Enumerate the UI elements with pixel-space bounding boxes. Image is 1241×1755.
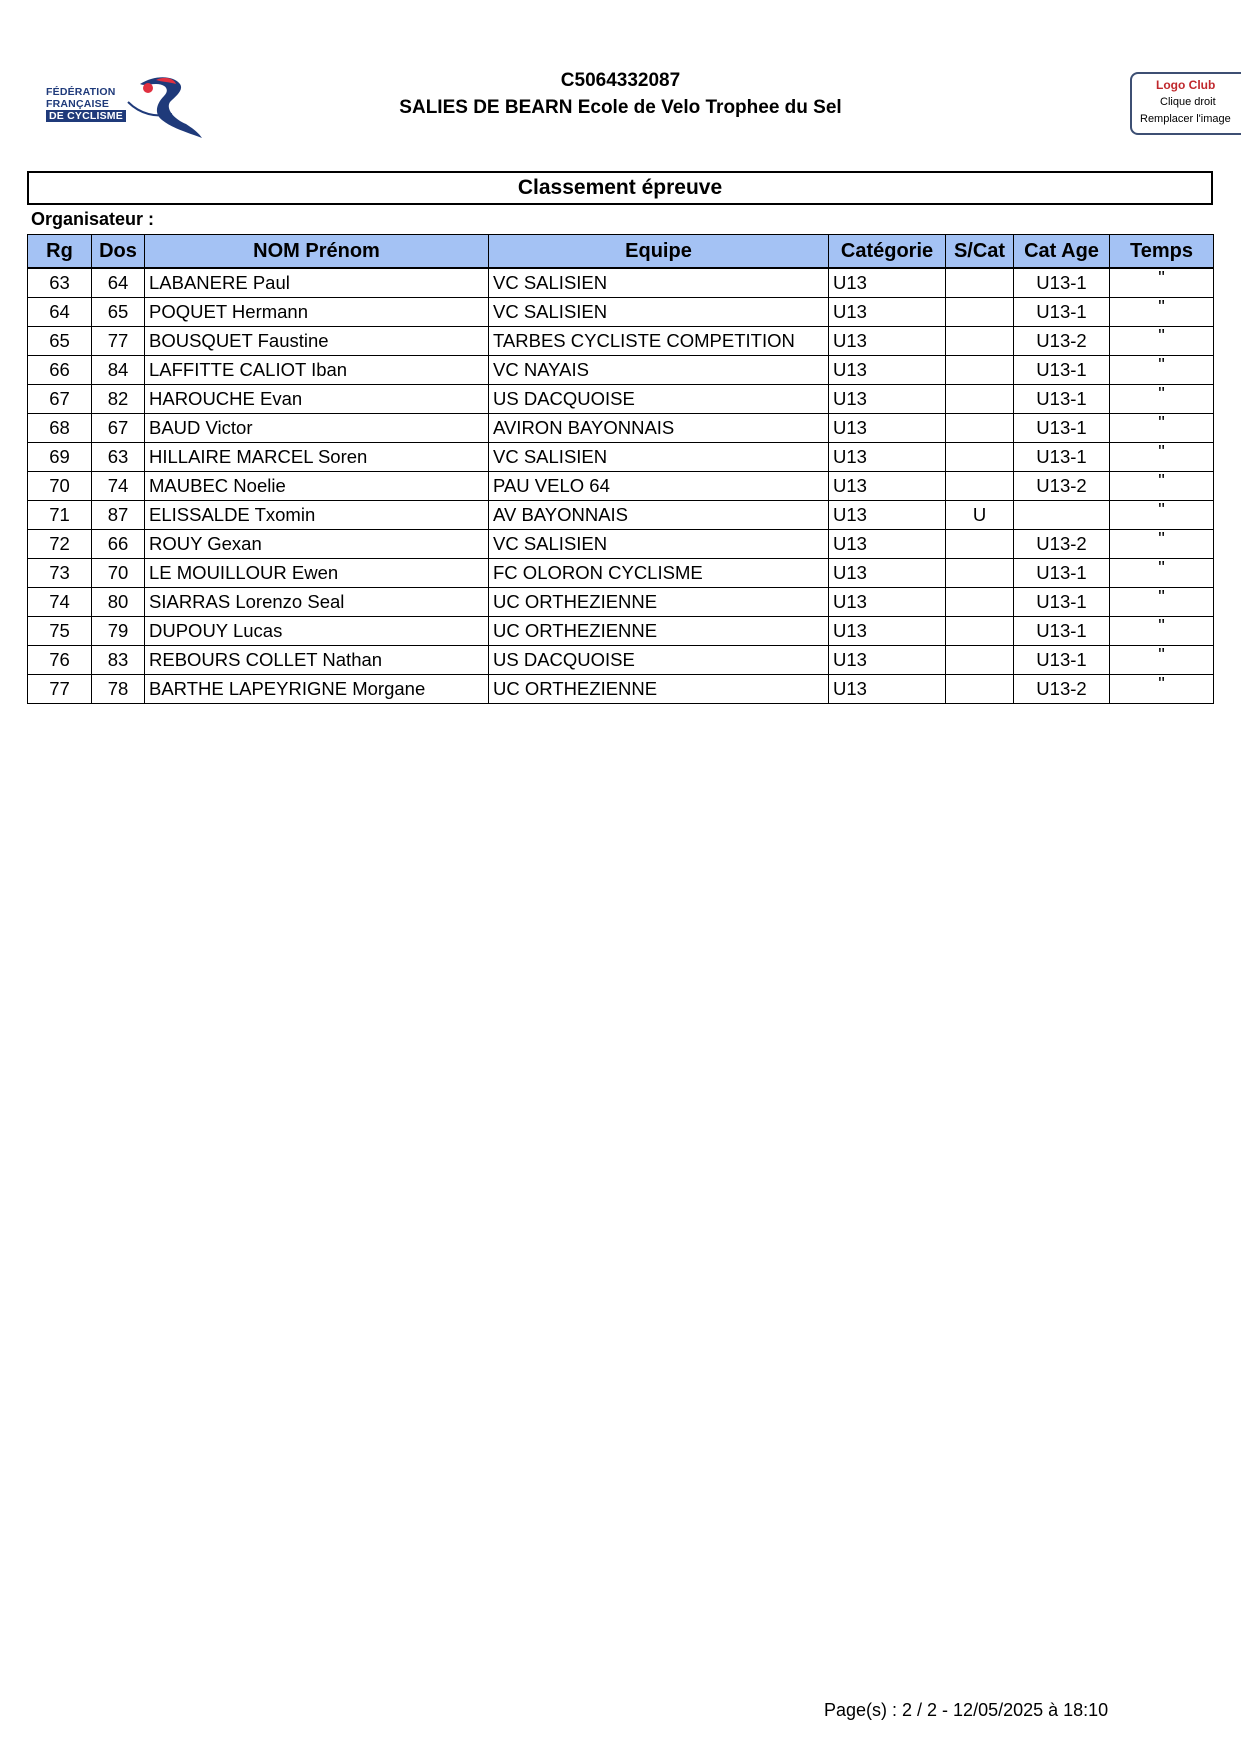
cell-catage: U13-1 bbox=[1014, 385, 1110, 414]
cell-rg: 69 bbox=[28, 443, 92, 472]
cell-rg: 71 bbox=[28, 501, 92, 530]
cell-dos: 82 bbox=[92, 385, 145, 414]
cell-dos: 77 bbox=[92, 327, 145, 356]
table-row bbox=[28, 646, 1214, 675]
cell-equipe: VC SALISIEN bbox=[489, 443, 829, 472]
cell-rg: 67 bbox=[28, 385, 92, 414]
col-dos: Dos bbox=[92, 235, 145, 269]
cell-equipe: AV BAYONNAIS bbox=[489, 501, 829, 530]
cell-categorie: U13 bbox=[829, 356, 946, 385]
cell-categorie: U13 bbox=[829, 559, 946, 588]
cell-categorie: U13 bbox=[829, 530, 946, 559]
cell-scat bbox=[946, 530, 1014, 559]
cell-temps: " bbox=[1110, 414, 1214, 443]
cell-scat bbox=[946, 443, 1014, 472]
cell-categorie: U13 bbox=[829, 646, 946, 675]
cell-rg: 77 bbox=[28, 675, 92, 704]
table-row bbox=[28, 501, 1214, 530]
table-header-row bbox=[28, 235, 1214, 269]
cell-rg: 65 bbox=[28, 327, 92, 356]
cell-dos: 67 bbox=[92, 414, 145, 443]
cell-temps: " bbox=[1110, 298, 1214, 327]
table-row bbox=[28, 414, 1214, 443]
cell-temps: " bbox=[1110, 327, 1214, 356]
cell-equipe: PAU VELO 64 bbox=[489, 472, 829, 501]
cell-scat bbox=[946, 617, 1014, 646]
col-temps: Temps bbox=[1110, 235, 1214, 269]
cell-nom: BOUSQUET Faustine bbox=[145, 327, 489, 356]
cell-dos: 64 bbox=[92, 268, 145, 298]
cell-categorie: U13 bbox=[829, 414, 946, 443]
cell-dos: 84 bbox=[92, 356, 145, 385]
cell-nom: DUPOUY Lucas bbox=[145, 617, 489, 646]
cell-rg: 66 bbox=[28, 356, 92, 385]
club-logo-hint2: Remplacer l'image bbox=[1140, 113, 1231, 125]
cell-scat bbox=[946, 675, 1014, 704]
cell-rg: 63 bbox=[28, 268, 92, 298]
cell-scat bbox=[946, 588, 1014, 617]
cell-temps: " bbox=[1110, 646, 1214, 675]
col-equipe: Equipe bbox=[489, 235, 829, 269]
cell-rg: 73 bbox=[28, 559, 92, 588]
cell-temps: " bbox=[1110, 530, 1214, 559]
cell-equipe: UC ORTHEZIENNE bbox=[489, 617, 829, 646]
col-rg: Rg bbox=[28, 235, 92, 269]
col-catage: Cat Age bbox=[1014, 235, 1110, 269]
cell-scat bbox=[946, 327, 1014, 356]
cell-nom: BARTHE LAPEYRIGNE Morgane bbox=[145, 675, 489, 704]
cell-equipe: VC SALISIEN bbox=[489, 268, 829, 298]
col-categorie: Catégorie bbox=[829, 235, 946, 269]
cell-catage bbox=[1014, 501, 1110, 530]
table-row bbox=[28, 675, 1214, 704]
cell-catage: U13-1 bbox=[1014, 414, 1110, 443]
cell-scat bbox=[946, 356, 1014, 385]
cell-nom: SIARRAS Lorenzo Seal bbox=[145, 588, 489, 617]
cell-equipe: VC SALISIEN bbox=[489, 298, 829, 327]
table-row bbox=[28, 559, 1214, 588]
cell-dos: 78 bbox=[92, 675, 145, 704]
club-logo-hint: Clique droit bbox=[1160, 96, 1216, 108]
cell-rg: 74 bbox=[28, 588, 92, 617]
cell-dos: 63 bbox=[92, 443, 145, 472]
cell-nom: LE MOUILLOUR Ewen bbox=[145, 559, 489, 588]
cell-rg: 68 bbox=[28, 414, 92, 443]
cell-catage: U13-1 bbox=[1014, 559, 1110, 588]
cell-equipe: FC OLORON CYCLISME bbox=[489, 559, 829, 588]
cell-nom: LABANERE Paul bbox=[145, 268, 489, 298]
cell-categorie: U13 bbox=[829, 617, 946, 646]
table-row bbox=[28, 617, 1214, 646]
cell-dos: 74 bbox=[92, 472, 145, 501]
cell-rg: 70 bbox=[28, 472, 92, 501]
cell-categorie: U13 bbox=[829, 298, 946, 327]
cell-categorie: U13 bbox=[829, 501, 946, 530]
cell-rg: 76 bbox=[28, 646, 92, 675]
cell-nom: BAUD Victor bbox=[145, 414, 489, 443]
cell-equipe: US DACQUOISE bbox=[489, 385, 829, 414]
col-nom: NOM Prénom bbox=[145, 235, 489, 269]
cell-catage: U13-1 bbox=[1014, 443, 1110, 472]
cell-temps: " bbox=[1110, 501, 1214, 530]
cell-dos: 87 bbox=[92, 501, 145, 530]
cell-nom: POQUET Hermann bbox=[145, 298, 489, 327]
table-row bbox=[28, 356, 1214, 385]
table-row bbox=[28, 443, 1214, 472]
table-row bbox=[28, 298, 1214, 327]
table-row bbox=[28, 530, 1214, 559]
cell-catage: U13-2 bbox=[1014, 530, 1110, 559]
cell-equipe: UC ORTHEZIENNE bbox=[489, 675, 829, 704]
cell-temps: " bbox=[1110, 617, 1214, 646]
logo-line1: FÉDÉRATION bbox=[46, 86, 116, 98]
cell-equipe: US DACQUOISE bbox=[489, 646, 829, 675]
cell-temps: " bbox=[1110, 559, 1214, 588]
cell-categorie: U13 bbox=[829, 327, 946, 356]
cell-temps: " bbox=[1110, 443, 1214, 472]
cell-temps: " bbox=[1110, 385, 1214, 414]
cell-dos: 83 bbox=[92, 646, 145, 675]
page-footer: Page(s) : 2 / 2 - 12/05/2025 à 18:10 bbox=[824, 1700, 1109, 1720]
cell-equipe: UC ORTHEZIENNE bbox=[489, 588, 829, 617]
cell-scat bbox=[946, 559, 1014, 588]
cell-catage: U13-1 bbox=[1014, 356, 1110, 385]
cell-equipe: AVIRON BAYONNAIS bbox=[489, 414, 829, 443]
cell-temps: " bbox=[1110, 588, 1214, 617]
club-logo-placeholder bbox=[1130, 72, 1241, 135]
cell-equipe: VC SALISIEN bbox=[489, 530, 829, 559]
cell-catage: U13-2 bbox=[1014, 327, 1110, 356]
cell-dos: 80 bbox=[92, 588, 145, 617]
cell-categorie: U13 bbox=[829, 385, 946, 414]
cell-rg: 72 bbox=[28, 530, 92, 559]
results-table bbox=[27, 234, 1214, 704]
cell-nom: MAUBEC Noelie bbox=[145, 472, 489, 501]
cell-scat bbox=[946, 646, 1014, 675]
cell-nom: LAFFITTE CALIOT Iban bbox=[145, 356, 489, 385]
cell-nom: HAROUCHE Evan bbox=[145, 385, 489, 414]
cell-catage: U13-1 bbox=[1014, 588, 1110, 617]
cell-equipe: VC NAYAIS bbox=[489, 356, 829, 385]
cell-scat bbox=[946, 298, 1014, 327]
logo-line2: FRANÇAISE bbox=[46, 98, 110, 110]
cell-catage: U13-2 bbox=[1014, 472, 1110, 501]
table-row bbox=[28, 385, 1214, 414]
cell-temps: " bbox=[1110, 268, 1214, 298]
cell-temps: " bbox=[1110, 356, 1214, 385]
cell-categorie: U13 bbox=[829, 675, 946, 704]
cell-categorie: U13 bbox=[829, 268, 946, 298]
cell-catage: U13-1 bbox=[1014, 617, 1110, 646]
cell-categorie: U13 bbox=[829, 472, 946, 501]
cell-nom: ELISSALDE Txomin bbox=[145, 501, 489, 530]
race-title: SALIES DE BEARN Ecole de Velo Trophee du Sel bbox=[399, 97, 842, 118]
cell-catage: U13-2 bbox=[1014, 675, 1110, 704]
cell-scat bbox=[946, 472, 1014, 501]
table-row bbox=[28, 588, 1214, 617]
cell-scat bbox=[946, 414, 1014, 443]
cell-dos: 79 bbox=[92, 617, 145, 646]
cell-categorie: U13 bbox=[829, 588, 946, 617]
cell-catage: U13-1 bbox=[1014, 298, 1110, 327]
organisateur-label: Organisateur : bbox=[31, 209, 155, 229]
race-code: C5064332087 bbox=[560, 70, 681, 91]
section-title: Classement épreuve bbox=[27, 171, 1213, 205]
cell-scat: U bbox=[946, 501, 1014, 530]
table-row bbox=[28, 268, 1214, 298]
cell-dos: 65 bbox=[92, 298, 145, 327]
cell-temps: " bbox=[1110, 472, 1214, 501]
cell-dos: 70 bbox=[92, 559, 145, 588]
cell-nom: REBOURS COLLET Nathan bbox=[145, 646, 489, 675]
table-row bbox=[28, 472, 1214, 501]
logo-line3: DE CYCLISME bbox=[46, 110, 126, 122]
table-row bbox=[28, 327, 1214, 356]
club-logo-label: Logo Club bbox=[1156, 78, 1216, 92]
cell-scat bbox=[946, 268, 1014, 298]
cell-nom: ROUY Gexan bbox=[145, 530, 489, 559]
cell-nom: HILLAIRE MARCEL Soren bbox=[145, 443, 489, 472]
cell-rg: 75 bbox=[28, 617, 92, 646]
cell-catage: U13-1 bbox=[1014, 646, 1110, 675]
col-scat: S/Cat bbox=[946, 235, 1014, 269]
cell-temps: " bbox=[1110, 675, 1214, 704]
cell-dos: 66 bbox=[92, 530, 145, 559]
cell-categorie: U13 bbox=[829, 443, 946, 472]
cell-equipe: TARBES CYCLISTE COMPETITION bbox=[489, 327, 829, 356]
cell-scat bbox=[946, 385, 1014, 414]
cell-catage: U13-1 bbox=[1014, 268, 1110, 298]
cell-rg: 64 bbox=[28, 298, 92, 327]
